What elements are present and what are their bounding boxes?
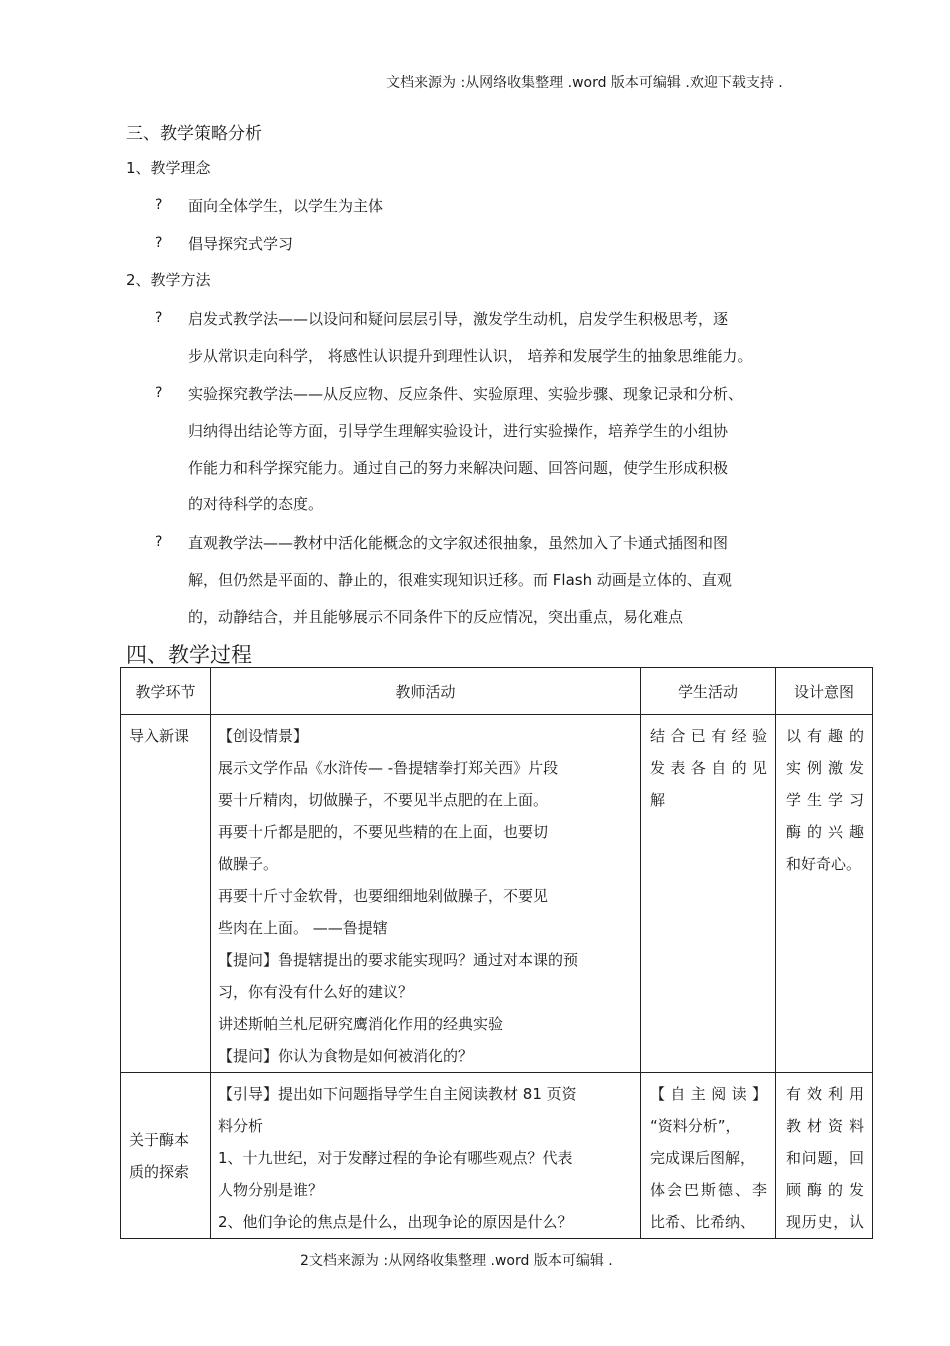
- intent-line: 和问题，回: [786, 1149, 864, 1167]
- student-line: 比希、比希纳、: [650, 1213, 756, 1231]
- student-cell: [641, 715, 776, 1073]
- teacher-line: 【提问】你认为食物是如何被消化的？: [218, 1047, 474, 1065]
- teacher-line: 习，你有没有什么好的建议？: [218, 983, 414, 1001]
- teacher-line: 再要十斤寸金软骨，也要细细地剁做臊子，不要见: [218, 887, 549, 905]
- student-line: 结合已有经验: [650, 727, 767, 745]
- teacher-line: 【提问】鲁提辖提出的要求能实现吗？通过对本课的预: [218, 951, 579, 969]
- student-line: 完成课后图解，: [650, 1149, 756, 1167]
- method-line: 解，但仍然是平面的、静止的，很难实现知识迁移。而 Flash 动画是立体的、直观: [188, 571, 732, 589]
- bullet-icon: ?: [155, 310, 163, 326]
- method-line: 实验探究教学法——从反应物、反应条件、实验原理、实验步骤、现象记录和分析、: [188, 385, 744, 403]
- section-4-title: 四、教学过程: [126, 643, 252, 667]
- header-teacher: 教师活动: [211, 668, 641, 715]
- intent-line: 和好奇心。: [786, 855, 862, 873]
- teacher-line: 展示文学作品《水浒传— -鲁提辖拳打郑关西》片段: [218, 759, 559, 777]
- subsection-2-title: 2、教学方法: [126, 271, 211, 289]
- table-row: [121, 715, 873, 1073]
- teaching-process-table: [120, 667, 873, 1239]
- bullet-icon: ?: [155, 534, 163, 550]
- header-student: 学生活动: [641, 668, 776, 715]
- teacher-line: 讲述斯帕兰札尼研究鹰消化作用的经典实验: [218, 1015, 504, 1033]
- method-line: 启发式教学法——以设问和疑问层层引导，激发学生动机，启发学生积极思考，逐: [188, 310, 729, 328]
- table-row: [121, 1073, 873, 1239]
- stage-text: 质的探索: [129, 1162, 190, 1181]
- teacher-line: 1、十九世纪，对于发酵过程的争论有哪些观点？代表: [218, 1149, 573, 1167]
- header-intent: 设计意图: [776, 668, 873, 715]
- bullet-icon: ?: [155, 197, 163, 213]
- method-line: 直观教学法——教材中活化能概念的文字叙述很抽象，虽然加入了卡通式插图和图: [188, 534, 729, 552]
- intent-line: 顾酶的发: [786, 1181, 864, 1199]
- intent-line: 实例激发: [786, 759, 864, 777]
- page-header: 文档来源为 :从网络收集整理 .word 版本可编辑 .欢迎下载支持 .: [386, 75, 783, 91]
- method-line: 归纳得出结论等方面，引导学生理解实验设计，进行实验操作，培养学生的小组协: [188, 422, 729, 440]
- method-line: 的，动静结合，并且能够展示不同条件下的反应情况，突出重点，易化难点: [188, 608, 684, 626]
- method-line: 步从常识走向科学， 将感性认识提升到理性认识， 培养和发展学生的抽象思维能力。: [188, 347, 753, 365]
- teacher-line: 【引导】提出如下问题指导学生自主阅读教材 81 页资: [218, 1085, 577, 1103]
- student-line: 【自主阅读】: [650, 1085, 767, 1103]
- teacher-line: 人物分别是谁？: [218, 1181, 324, 1199]
- intent-line: 现历史，认: [786, 1213, 864, 1231]
- intent-line: 教材资料: [786, 1117, 864, 1135]
- teacher-line: 2、他们争论的焦点是什么，出现争论的原因是什么？: [218, 1213, 573, 1231]
- intent-cell: [776, 715, 873, 1073]
- student-cell: [641, 1073, 776, 1239]
- teacher-line: 些肉在上面。 ——鲁提辖: [218, 919, 388, 937]
- teacher-line: 要十斤精肉，切做臊子，不要见半点肥的在上面。: [218, 791, 549, 809]
- teacher-line: 做臊子。: [218, 855, 279, 873]
- bullet-icon: ?: [155, 385, 163, 401]
- teacher-cell: [211, 1073, 641, 1239]
- stage-text: 关于酶本: [129, 1130, 190, 1149]
- intent-line: 学生学习: [786, 791, 864, 809]
- teacher-line: 【创设情景】: [218, 727, 309, 745]
- subsection-1-title: 1、教学理念: [126, 159, 211, 177]
- intent-cell: [776, 1073, 873, 1239]
- teacher-line: 料分析: [218, 1117, 264, 1135]
- stage-cell: [121, 715, 211, 1073]
- section-3-title: 三、教学策略分析: [126, 124, 262, 144]
- student-line: “资料分析”，: [650, 1117, 741, 1135]
- method-line: 作能力和科学探究能力。通过自己的努力来解决问题、回答问题，使学生形成积极: [188, 459, 729, 477]
- teacher-line: 再要十斤都是肥的，不要见些精的在上面，也要切: [218, 823, 549, 841]
- intent-line: 以有趣的: [786, 727, 864, 745]
- bullet-icon: ?: [155, 235, 163, 251]
- stage-text: 导入新课: [129, 727, 190, 745]
- intent-line: 有效利用: [786, 1085, 864, 1103]
- student-line: 体会巴斯德、李: [650, 1181, 767, 1199]
- method-line: 的对待科学的态度。: [188, 495, 324, 513]
- teacher-cell: [211, 715, 641, 1073]
- stage-cell: [121, 1073, 211, 1239]
- student-line: 解: [650, 791, 666, 809]
- table-header-row: [121, 668, 873, 715]
- student-line: 发表各自的见: [650, 759, 767, 777]
- intent-line: 酶的兴趣: [786, 823, 864, 841]
- page-footer: 2文档来源为 :从网络收集整理 .word 版本可编辑 .: [300, 1253, 613, 1269]
- concept-item: 面向全体学生，以学生为主体: [188, 197, 384, 215]
- header-stage: 教学环节: [121, 668, 211, 715]
- concept-item: 倡导探究式学习: [188, 235, 294, 253]
